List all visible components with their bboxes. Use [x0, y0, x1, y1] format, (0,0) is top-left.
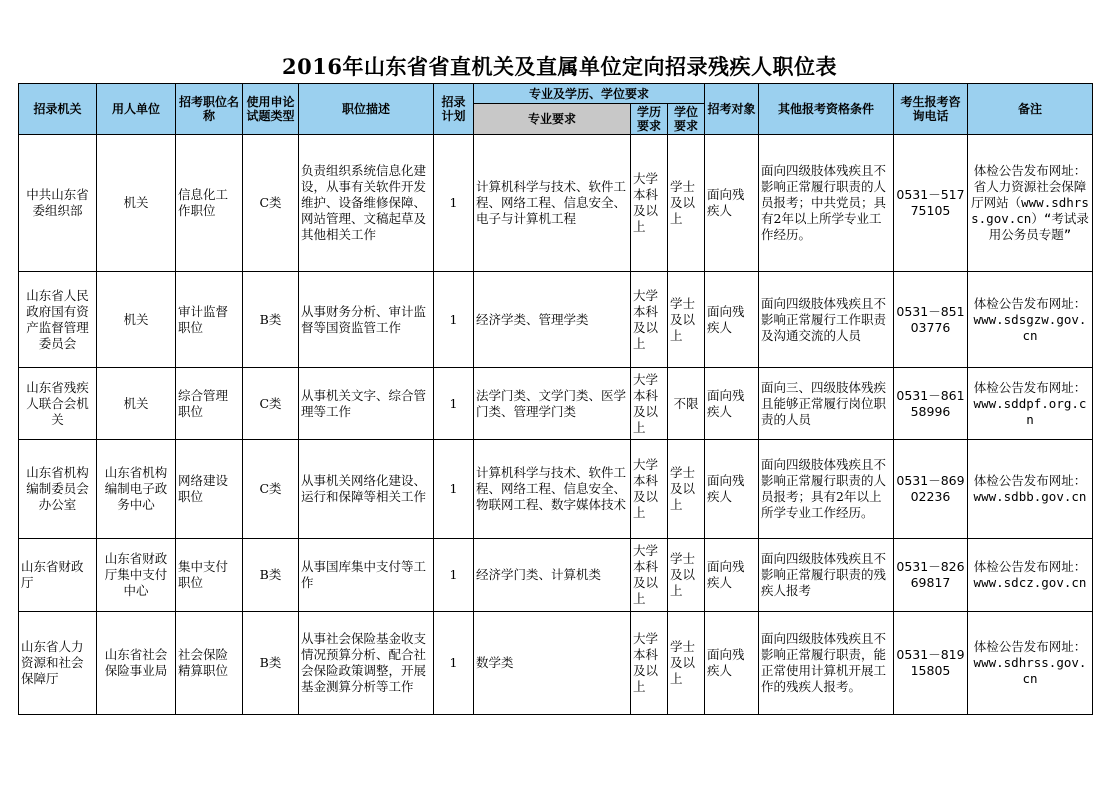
cell-position: 综合管理职位 — [176, 368, 243, 440]
header-employer: 用人单位 — [97, 84, 176, 135]
header-row-top — [19, 84, 1093, 104]
page-title: 2016年山东省省直机关及直属单位定向招录残疾人职位表 — [282, 54, 837, 79]
cell-exam-type: C类 — [243, 135, 299, 272]
header-description: 职位描述 — [299, 84, 434, 135]
cell-unit: 山东省机构编制委员会办公室 — [19, 440, 97, 539]
cell-description: 从事社会保险基金收支情况预算分析、配合社会保险政策调整，开展基金测算分析等工作 — [299, 612, 434, 715]
cell-major: 经济学门类、计算机类 — [474, 539, 631, 612]
positions-table — [18, 83, 1093, 715]
table-row — [19, 612, 1093, 715]
cell-exam-type: C类 — [243, 440, 299, 539]
cell-target: 面向残疾人 — [705, 612, 759, 715]
cell-major: 计算机科学与技术、软件工程、网络工程、信息安全、电子与计算机工程 — [474, 135, 631, 272]
cell-other-conditions: 面向四级肢体残疾且不影响正常履行职责的人员报考；中共党员；具有2年以上所学专业工作经历。 — [759, 135, 894, 272]
header-other-conditions: 其他报考资格条件 — [759, 84, 894, 135]
cell-other-conditions: 面向四级肢体残疾且不影响正常履行职责，能正常使用计算机开展工作的残疾人报考。 — [759, 612, 894, 715]
cell-major: 经济学类、管理学类 — [474, 272, 631, 368]
cell-employer: 山东省财政厅集中支付中心 — [97, 539, 176, 612]
cell-degree: 不限 — [668, 368, 705, 440]
header-plan: 招录计划 — [434, 84, 474, 135]
cell-major: 计算机科学与技术、软件工程、网络工程、信息安全、物联网工程、数字媒体技术 — [474, 440, 631, 539]
cell-target: 面向残疾人 — [705, 135, 759, 272]
cell-position: 集中支付职位 — [176, 539, 243, 612]
cell-phone: 0531－86902236 — [894, 440, 968, 539]
cell-employer: 山东省机构编制电子政务中心 — [97, 440, 176, 539]
cell-exam-type: C类 — [243, 368, 299, 440]
cell-unit: 山东省人民政府国有资产监督管理委员会 — [19, 272, 97, 368]
cell-major: 法学门类、文学门类、医学门类、管理学门类 — [474, 368, 631, 440]
cell-unit: 山东省财政厅 — [19, 539, 97, 612]
cell-other-conditions: 面向四级肢体残疾且不影响正常履行职责的人员报考；具有2年以上所学专业工作经历。 — [759, 440, 894, 539]
cell-plan: 1 — [434, 539, 474, 612]
cell-target: 面向残疾人 — [705, 440, 759, 539]
cell-description: 负责组织系统信息化建设，从事有关软件开发维护、设备维修保障、网站管理、文稿起草及其他相关工作 — [299, 135, 434, 272]
header-degree: 学位要求 — [668, 104, 705, 135]
table-row — [19, 539, 1093, 612]
cell-education: 大学本科及以上 — [631, 272, 668, 368]
cell-other-conditions: 面向四级肢体残疾且不影响正常履行工作职责及沟通交流的人员 — [759, 272, 894, 368]
cell-position: 审计监督职位 — [176, 272, 243, 368]
cell-degree: 学士及以上 — [668, 539, 705, 612]
cell-position: 网络建设职位 — [176, 440, 243, 539]
cell-degree: 学士及以上 — [668, 440, 705, 539]
cell-plan: 1 — [434, 135, 474, 272]
cell-description: 从事财务分析、审计监督等国资监管工作 — [299, 272, 434, 368]
cell-plan: 1 — [434, 440, 474, 539]
header-target: 招考对象 — [705, 84, 759, 135]
cell-position: 信息化工作职位 — [176, 135, 243, 272]
cell-phone: 0531－85103776 — [894, 272, 968, 368]
cell-employer: 机关 — [97, 135, 176, 272]
cell-degree: 学士及以上 — [668, 272, 705, 368]
cell-exam-type: B类 — [243, 539, 299, 612]
cell-note: 体检公告发布网址：省人力资源社会保障厅网站（www.sdhrss.gov.cn）“考试录用公务员专题” — [968, 135, 1093, 272]
table-row — [19, 135, 1093, 272]
header-note: 备注 — [968, 84, 1093, 135]
table-row — [19, 272, 1093, 368]
cell-plan: 1 — [434, 612, 474, 715]
cell-description: 从事机关文字、综合管理等工作 — [299, 368, 434, 440]
header-unit: 招录机关 — [19, 84, 97, 135]
cell-description: 从事国库集中支付等工作 — [299, 539, 434, 612]
cell-phone: 0531－51775105 — [894, 135, 968, 272]
cell-target: 面向残疾人 — [705, 539, 759, 612]
cell-exam-type: B类 — [243, 272, 299, 368]
cell-position: 社会保险精算职位 — [176, 612, 243, 715]
cell-note: 体检公告发布网址：www.sdsgzw.gov.cn — [968, 272, 1093, 368]
header-education: 学历要求 — [631, 104, 668, 135]
cell-education: 大学本科及以上 — [631, 440, 668, 539]
cell-employer: 机关 — [97, 272, 176, 368]
header-phone: 考生报考咨询电话 — [894, 84, 968, 135]
cell-education: 大学本科及以上 — [631, 539, 668, 612]
cell-other-conditions: 面向三、四级肢体残疾且能够正常履行岗位职责的人员 — [759, 368, 894, 440]
cell-phone: 0531－81915805 — [894, 612, 968, 715]
cell-phone: 0531－86158996 — [894, 368, 968, 440]
table-row — [19, 368, 1093, 440]
cell-unit: 山东省人力资源和社会保障厅 — [19, 612, 97, 715]
cell-major: 数学类 — [474, 612, 631, 715]
cell-degree: 学士及以上 — [668, 135, 705, 272]
cell-plan: 1 — [434, 272, 474, 368]
cell-exam-type: B类 — [243, 612, 299, 715]
cell-plan: 1 — [434, 368, 474, 440]
cell-education: 大学本科及以上 — [631, 368, 668, 440]
cell-phone: 0531－82669817 — [894, 539, 968, 612]
cell-education: 大学本科及以上 — [631, 135, 668, 272]
cell-note: 体检公告发布网址：www.sdcz.gov.cn — [968, 539, 1093, 612]
header-exam-type: 使用申论试题类型 — [243, 84, 299, 135]
cell-target: 面向残疾人 — [705, 272, 759, 368]
cell-target: 面向残疾人 — [705, 368, 759, 440]
table-row — [19, 440, 1093, 539]
header-position: 招考职位名称 — [176, 84, 243, 135]
cell-note: 体检公告发布网址：www.sdbb.gov.cn — [968, 440, 1093, 539]
cell-note: 体检公告发布网址：www.sdhrss.gov.cn — [968, 612, 1093, 715]
cell-unit: 山东省残疾人联合会机关 — [19, 368, 97, 440]
cell-other-conditions: 面向四级肢体残疾且不影响正常履行职责的残疾人报考 — [759, 539, 894, 612]
header-requirements-group: 专业及学历、学位要求 — [474, 84, 705, 104]
cell-employer: 山东省社会保险事业局 — [97, 612, 176, 715]
cell-unit: 中共山东省委组织部 — [19, 135, 97, 272]
cell-employer: 机关 — [97, 368, 176, 440]
cell-degree: 学士及以上 — [668, 612, 705, 715]
header-major: 专业要求 — [474, 104, 631, 135]
cell-note: 体检公告发布网址：www.sddpf.org.cn — [968, 368, 1093, 440]
cell-description: 从事机关网络化建设、运行和保障等相关工作 — [299, 440, 434, 539]
cell-education: 大学本科及以上 — [631, 612, 668, 715]
